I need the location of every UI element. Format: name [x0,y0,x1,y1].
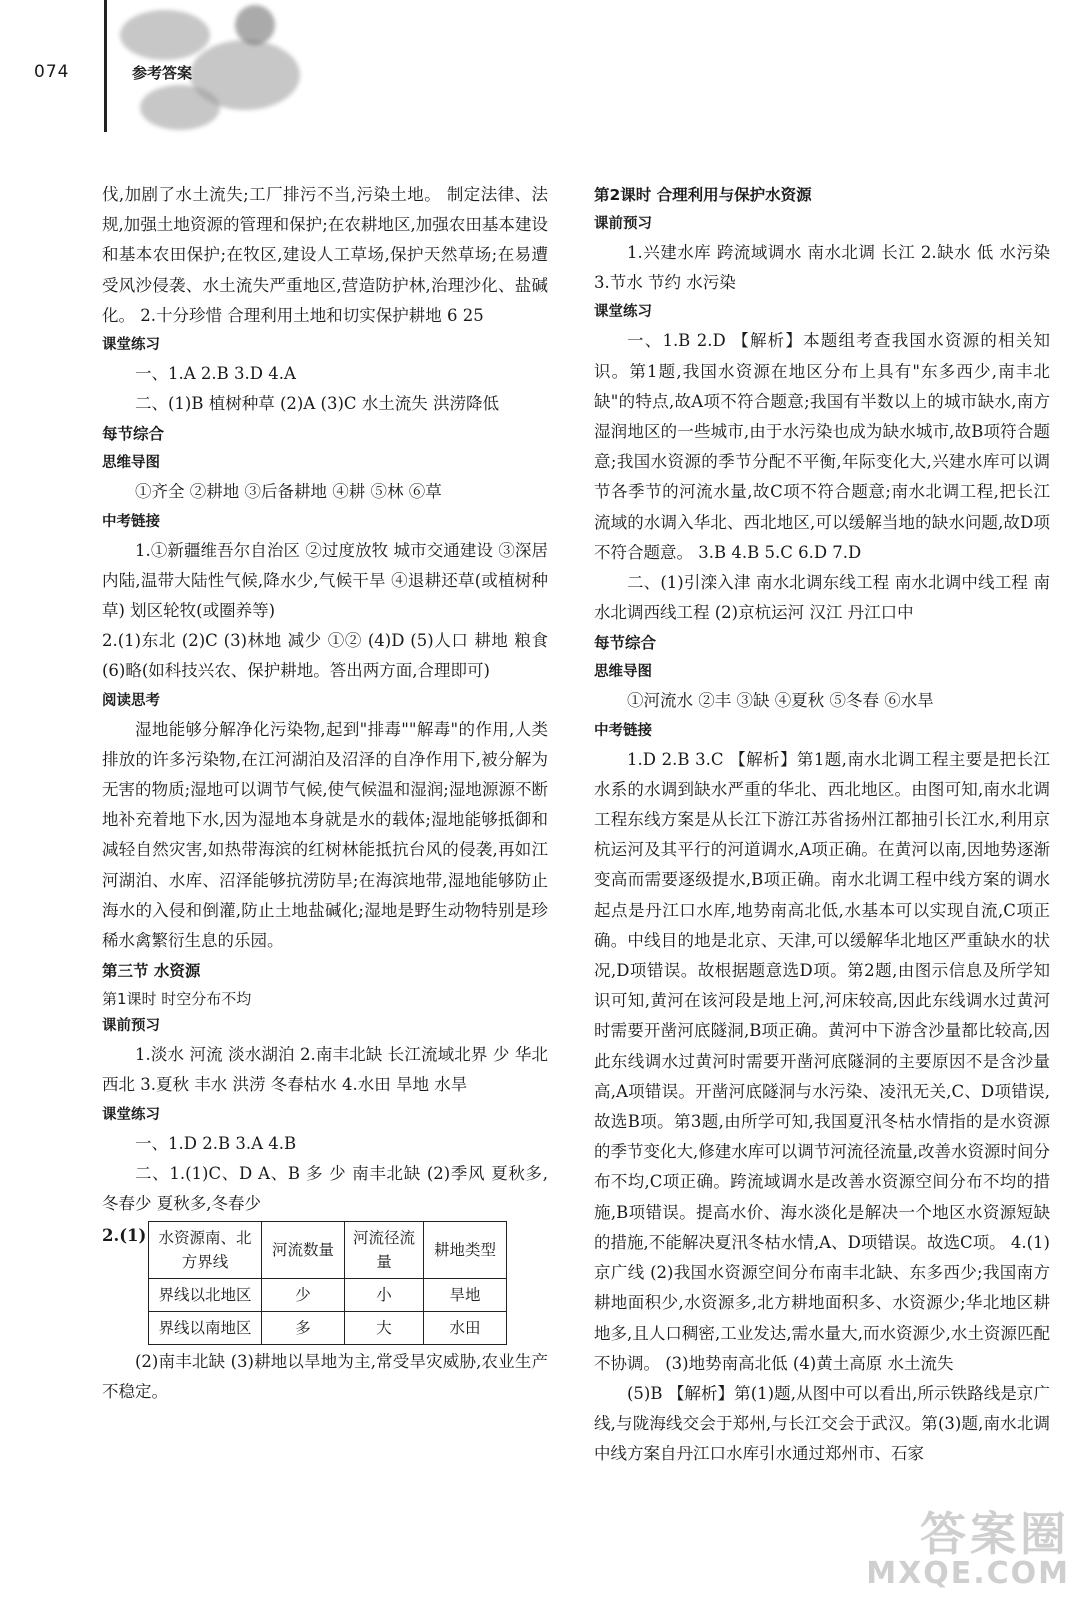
label-class-practice: 课堂练习 [102,337,160,354]
lesson2-title: 第2课时 合理利用与保护水资源 [594,186,812,204]
table-header-row [149,1222,507,1279]
exam-answers-2: 2.(1)东北 (2)C (3)林地 减少 ①② (4)D (5)人口 耕地 粮食 (6)略(如科技兴农、保护耕地。答出两方面,合理即可) [102,631,548,681]
table-header-cell: 河流数量 [262,1222,345,1279]
table-header-cell: 河流径流量 [345,1222,424,1279]
after-table-answers: (2)南丰北缺 (3)耕地以旱地为主,常受旱灾威胁,农业生产不稳定。 [102,1352,548,1402]
label-preview: 课前预习 [594,216,652,232]
class-answers-1: 一、1.B 2.D 【解析】本题组考查我国水资源的相关知识。第1题,我国水资源在地区分布上具有"东多西少,南丰北缺"的特点,故A项不符合题意;我国有半数以上的城市缺水,南方湿润地区的一些城市,由于水污染也成为缺水城市,故B项符合题意;我国水资源的季节分配不平衡,年际变化大,兴建水库可以调节各季节的河流水量,故C项不符合题意;南水北调工程,把长江流域的水调入华北、西北地区,可以缓解当地的缺水问题,故D项不符合题意。 3.B 4.B 5.C 6.D 7.D [594,331,1050,562]
page-header [0,0,420,150]
class-answers-1: 一、1.A 2.B 3.D 4.A [135,364,296,384]
table-row [149,1279,507,1312]
table-cell: 小 [345,1279,424,1312]
watermark-line2: MXQE.COM [866,1556,1070,1591]
table-block [102,1221,548,1345]
section-title: 参考答案 [132,64,193,82]
mind-map-answers: ①齐全 ②耕地 ③后备耕地 ④耕 ⑤林 ⑥草 [135,482,442,502]
reading-paragraph: 湿地能够分解净化污染物,起到"排毒""解毒"的作用,人类排放的许多污染物,在江河湖泊及沼泽的自净作用下,被分解为无害的物质;湿地可以调节气候,使气候温和湿润;湿地源源不断地补充着地下水,因为湿地本身就是水的载体;湿地能够抵御和减轻自然灾害,如热带海滨的红树林能抵抗台风的侵袭,再如江河湖泊、水库、沼泽能够抗涝防旱;在海滨地带,湿地能够防止海水的入侵和倒灌,防止土地盐碱化;湿地是野生动物特别是珍稀水禽繁衍生息的乐园。 [102,719,548,951]
ink-blot-decoration [235,5,275,45]
summary-title: 每节综合 [102,425,165,444]
mind-map-answers: ①河流水 ②丰 ③缺 ④夏秋 ⑤冬春 ⑥水旱 [627,691,934,711]
label-class-practice: 课堂练习 [594,304,652,321]
class-answers-2: 二、(1)B 植树种草 (2)A (3)C 水土流失 洪涝降低 [135,394,500,414]
watermark-logo [866,1507,1070,1591]
exam-answers-1: 1.①新疆维吾尔自治区 ②过度放牧 城市交通建设 ③深居内陆,温带大陆性气候,降水少,气候干旱 ④退耕还草(或植树种草) 划区轮牧(或圈养等) [102,540,548,621]
section3-title: 第三节 水资源 [102,962,201,981]
label-exam-link: 中考链接 [102,513,160,530]
left-column [102,180,548,1408]
ink-blot-decoration [140,85,220,130]
class-answers-2: 二、(1)引滦入津 南水北调东线工程 南水北调中线工程 南水北调西线工程 (2)京杭运河 汉江 丹江口中 [594,573,1050,623]
class2-answers-2: 二、1.(1)C、D A、B 多 少 南丰北缺 (2)季风 夏秋多,冬春少 夏秋多,冬春少 [102,1163,548,1214]
page-number: 074 [34,62,70,82]
label-exam-link: 中考链接 [594,722,652,739]
preview-answers: 1.兴建水库 跨流域调水 南水北调 长江 2.缺水 低 水污染 3.节水 节约 水污染 [594,243,1050,293]
table-cell: 界线以北地区 [149,1279,262,1312]
ink-blot-decoration [120,10,210,60]
exam-answers-5: (5)B 【解析】第(1)题,从图中可以看出,所示铁路线是京广线,与陇海线交会于郑州,与长江交会于武汉。第(3)题,南水北调中线方案自丹江口水库引水通过郑州市、石家 [594,1383,1050,1464]
table-cell: 少 [262,1279,345,1312]
water-resource-table [148,1221,507,1345]
table-label: 2.(1) [102,1226,147,1246]
label-mind-map: 思维导图 [102,455,160,472]
label-reading: 阅读思考 [102,692,160,709]
table-row [149,1312,507,1345]
section3-subtitle: 第1课时 时空分布不均 [102,990,252,1009]
exam-answers: 1.D 2.B 3.C 【解析】第1题,南水北调工程主要是把长江水系的水调到缺水严重的华北、西北地区。由图可知,南水北调工程东线方案是从长江下游江苏省扬州江都抽引长江水,利用京杭运河及其平行的河道调水,A项正确。在黄河以南,因地势逐渐变高而需要逐级提水,B项正确。南水北调工程中线方案的调水起点是丹江口水库,地势南高北低,水基本可以实现自流,C项正确。中线目的地是北京、天津,可以缓解华北地区严重缺水的状况,D项错误。故根据题意选D项。第2题,由图示信息及所学知识可知,黄河在该河段是地上河,河床较高,因此东线调水过黄河时需要开凿河底隧洞,B项正确。黄河中下游含沙量都比较高,因此东线调水过黄河时需要开凿河底隧洞的主要原因不是含沙量高,A项错误。开凿河底隧洞与水污染、凌汛无关,C、D项错误,故选B项。第3题,由所学可知,我国夏汛冬枯水情指的是水资源的季节变化大,修建水库可以调节河流径流量,改善水资源时间分布不均,C项正确。跨流域调水是改善水资源空间分布不均的措施,B项错误。提高水价、海水淡化是解决一个地区水资源短缺的措施,不能解决夏汛冬枯水情,A、D项错误。故选C项。 4.(1)京广线 (2)我国水资源空间分布南丰北缺、东多西少;我国南方耕地面积少,水资源多,北方耕地面积多、水资源少;华北地区耕地多,且人口稠密,工业发达,需水量大,而水资源少,水土资源匹配不协调。 (3)地势南高北低 (4)黄土高原 水土流失 [594,749,1050,1373]
class2-answers-1: 一、1.D 2.B 3.A 4.B [135,1133,297,1153]
preview-answers: 1.淡水 河流 淡水湖泊 2.南丰北缺 长江流域北界 少 华北 西北 3.夏秋 丰水 洪涝 冬春枯水 4.水田 旱地 水旱 [102,1045,548,1095]
table-header-cell: 水资源南、北方界线 [149,1222,262,1279]
table-cell: 水田 [424,1312,507,1345]
table-cell: 旱地 [424,1279,507,1312]
label-class-practice-2: 课堂练习 [102,1106,160,1123]
summary-title: 每节综合 [594,634,657,653]
table-cell: 多 [262,1312,345,1345]
label-preview: 课前预习 [102,1018,160,1035]
table-cell: 界线以南地区 [149,1312,262,1345]
table-cell: 大 [345,1312,424,1345]
intro-paragraph: 伐,加剧了水土流失;工厂排污不当,污染土地。 制定法律、法规,加强土地资源的管理和保护;在农耕地区,加强农田基本建设和基本农田保护;在牧区,建设人工草场,保护天然草场;在易遭受风沙侵袭、水土流失严重地区,营造防护林,治理沙化、盐碱化。 2.十分珍惜 合理利用土地和切实保护耕地 6 25 [102,185,548,325]
header-divider [104,0,107,132]
right-column [594,180,1050,1470]
watermark-line1: 答案圈 [920,1507,1070,1561]
table-header-cell: 耕地类型 [424,1222,507,1279]
label-mind-map: 思维导图 [594,664,652,681]
